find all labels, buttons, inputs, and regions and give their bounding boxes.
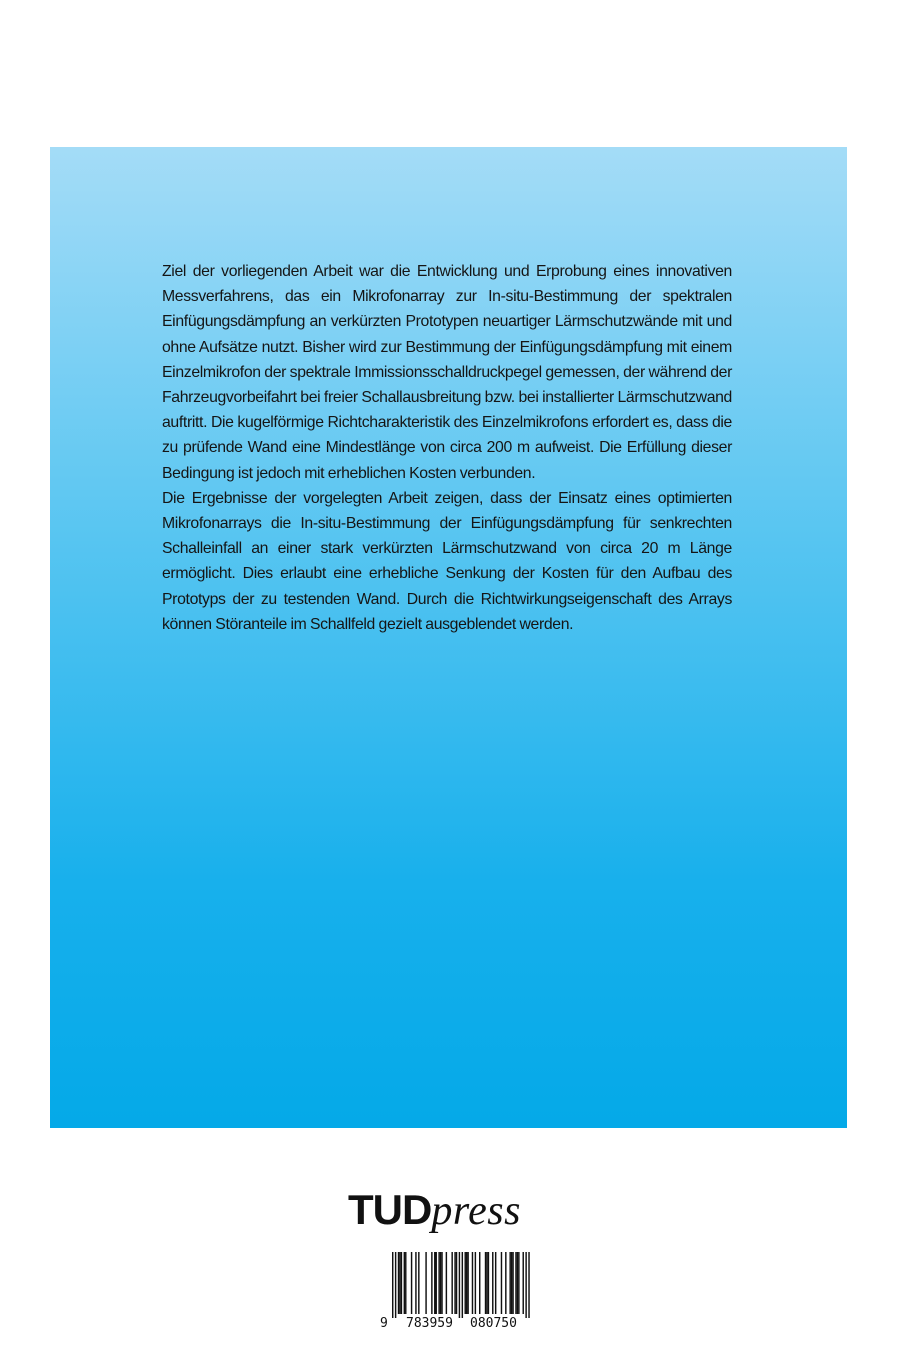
- barcode-bar: [528, 1252, 529, 1318]
- barcode-bar: [462, 1252, 463, 1318]
- barcode-bar: [434, 1252, 435, 1314]
- barcode-bar: [440, 1252, 441, 1314]
- blurb-paragraph-1: Ziel der vorliegenden Arbeit war die Entwicklung und Erprobung eines innovativen Messverfahrens, das ein Mikrofonarray zur In-situ-Bestimmung der spektralen Einfügungsdämpfung an verkürzten Prototypen neuartiger Lärmschutzwände mit und ohne Aufsätze nutzt. Bisher wird zur Bestimmung der Einfügungsdämpfung mit einem Einzelmikrofon der spektrale Immissionsschalldruckpegel gemessen, der während der Fahrzeugvorbeifahrt bei freier Schallausbreitung bzw. bei installierter Lärmschutzwand auftritt. Die kugelförmige Richtcharakteristik des Einzelmikrofons erfordert es, dass die zu prüfende Wand eine Mindestlänge von circa 200 m aufweist. Die Erfüllung dieser Bedingung ist jedoch mit erheblichen Kosten verbunden.: [162, 263, 732, 482]
- barcode-bar: [392, 1252, 393, 1318]
- barcode-bar: [511, 1252, 512, 1314]
- barcode-bars: [378, 1252, 536, 1318]
- barcode-bar: [405, 1252, 406, 1314]
- barcode-bar: [501, 1252, 502, 1314]
- barcode-bar: [479, 1252, 480, 1314]
- barcode-bar: [525, 1252, 526, 1318]
- publisher-logo: [348, 1185, 521, 1236]
- barcode-bar: [517, 1252, 518, 1314]
- barcode-bar: [438, 1252, 439, 1314]
- barcode-bar: [425, 1252, 426, 1314]
- barcode-bar: [488, 1252, 489, 1314]
- barcode-bar: [472, 1252, 473, 1314]
- barcode-bar: [415, 1252, 416, 1314]
- barcode-bar: [466, 1252, 467, 1314]
- barcode-bar: [411, 1252, 412, 1314]
- publisher-logo-press: press: [431, 1188, 521, 1234]
- barcode-bar: [454, 1252, 455, 1314]
- barcode-bar: [509, 1252, 510, 1314]
- isbn-digits: [378, 1316, 536, 1334]
- barcode-bar: [495, 1252, 496, 1314]
- barcode-bar: [401, 1252, 402, 1314]
- barcode-bar: [486, 1252, 487, 1314]
- barcode-bar: [441, 1252, 442, 1314]
- barcode-bar: [523, 1252, 524, 1314]
- barcode-bar: [465, 1252, 466, 1314]
- barcode-bar: [518, 1252, 519, 1314]
- barcode-bar: [398, 1252, 399, 1314]
- isbn-left-group: 783959: [406, 1316, 453, 1331]
- barcode-bar: [475, 1252, 476, 1314]
- barcode-bar: [459, 1252, 460, 1318]
- barcode-bar: [485, 1252, 486, 1314]
- publisher-logo-tud: TUD: [348, 1186, 432, 1233]
- back-cover-panel: [50, 147, 847, 1128]
- barcode-bar: [399, 1252, 400, 1314]
- barcode-bar: [451, 1252, 452, 1314]
- isbn-barcode: [378, 1252, 536, 1338]
- barcode-bar: [404, 1252, 405, 1314]
- barcode-bar: [436, 1252, 437, 1314]
- barcode-bar: [418, 1252, 419, 1314]
- barcode-bar: [395, 1252, 396, 1318]
- barcode-bar: [456, 1252, 457, 1314]
- barcode-bar: [492, 1252, 493, 1314]
- barcode-bar: [431, 1252, 432, 1314]
- blurb-paragraph-2: Die Ergebnisse der vorgelegten Arbeit zeigen, dass der Einsatz eines optimierten Mikrofonarrays die In-situ-Bestimmung der Einfügungsdämpfung für senkrechten Schalleinfall an einer stark verkürzten Lärmschutzwand von circa 20 m Länge ermöglicht. Dies erlaubt eine erhebliche Senkung der Kosten für den Aufbau des Prototyps der zu testenden Wand. Durch die Richtwirkungseigenschaft des Arrays können Störanteile im Schallfeld gezielt ausgeblendet werden.: [162, 489, 732, 633]
- blurb-text: [162, 259, 732, 637]
- barcode-bar: [467, 1252, 468, 1314]
- barcode-bar: [446, 1252, 447, 1314]
- isbn-first-digit: 9: [380, 1316, 388, 1331]
- barcode-bar: [515, 1252, 516, 1314]
- barcode-bar: [512, 1252, 513, 1314]
- isbn-right-group: 080750: [470, 1316, 517, 1331]
- barcode-bar: [505, 1252, 506, 1314]
